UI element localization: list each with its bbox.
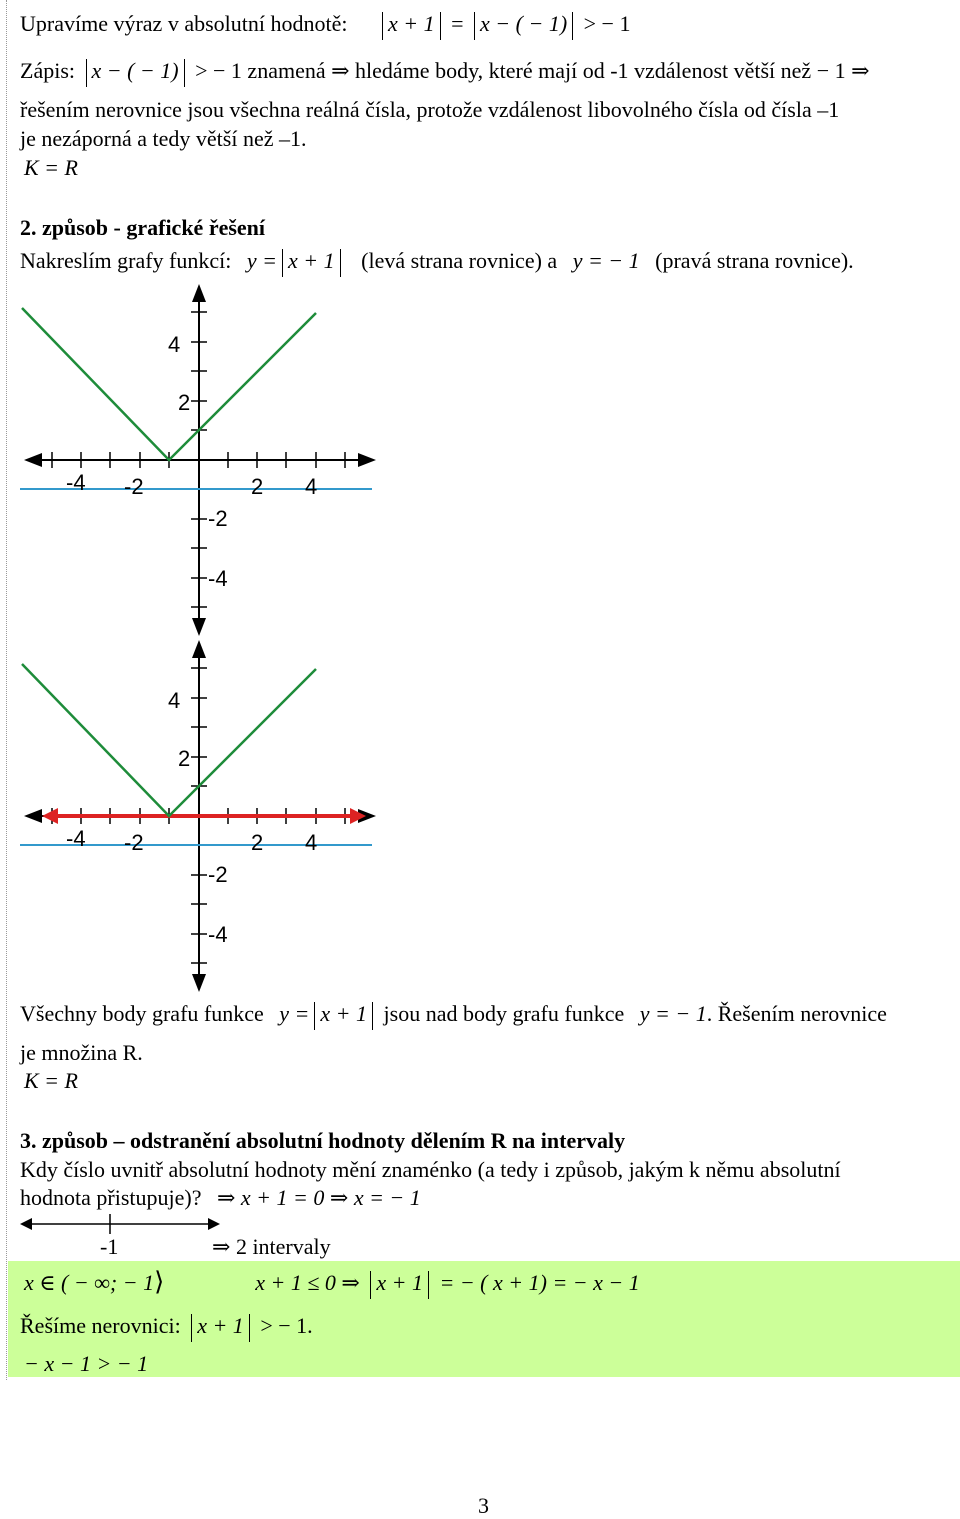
case-interval: x ∈ ( − ∞; − 1 bbox=[24, 1270, 155, 1295]
y-tick-label-2: 2 bbox=[178, 390, 191, 415]
abs-expression: x + 1 bbox=[320, 1001, 368, 1026]
x-tick-label-2: 2 bbox=[251, 830, 264, 855]
number-line-arrow-left bbox=[20, 1218, 32, 1230]
intro-text: Nakreslím grafy funkcí: bbox=[20, 248, 232, 273]
case-simplification: = − ( x + 1) = − x − 1 bbox=[439, 1270, 640, 1295]
inequality-rhs: > − 1 bbox=[583, 11, 631, 36]
implies-icon: ⇒ bbox=[216, 1185, 236, 1210]
page-margin-line bbox=[6, 0, 7, 1380]
graph-abs-x-plus-1 bbox=[22, 664, 316, 816]
implies-icon: ⇒ bbox=[212, 1234, 231, 1259]
x-tick-label-neg2: -2 bbox=[124, 474, 144, 499]
x-axis-arrow-left bbox=[24, 453, 42, 467]
explanation-text: hledáme body, které mají od -1 vzdálenost větší než bbox=[355, 58, 812, 83]
intervals-note bbox=[212, 1233, 331, 1261]
conclusion-text-b: jsou nad body grafu funkce bbox=[383, 1001, 625, 1026]
implies-icon: ⇒ bbox=[341, 1270, 360, 1295]
equation-result: x = − 1 bbox=[353, 1185, 421, 1210]
graph-1 bbox=[20, 280, 390, 640]
implies-icon: ⇒ bbox=[851, 58, 870, 83]
y-equals: y = bbox=[279, 1001, 310, 1026]
section2-heading: 2. způsob - grafické řešení bbox=[20, 215, 266, 240]
y-tick-label-4: 4 bbox=[168, 688, 181, 713]
abs-expression: x − ( − 1) bbox=[91, 58, 179, 83]
interval-bracket: ⟩ bbox=[154, 1267, 165, 1296]
y-equals-neg-one: y = − 1 bbox=[572, 248, 640, 273]
x-tick-label-4: 4 bbox=[305, 474, 318, 499]
intervals-text: 2 intervaly bbox=[235, 1234, 331, 1259]
solution-arrow-left bbox=[42, 808, 58, 824]
x-tick-label-neg4: -4 bbox=[66, 826, 86, 851]
section1-line2 bbox=[20, 57, 870, 87]
x-axis-arrow-right bbox=[358, 453, 376, 467]
section2-conclusion bbox=[20, 1000, 887, 1030]
y-tick-label-4: 4 bbox=[168, 332, 181, 357]
y-tick-label-2: 2 bbox=[178, 746, 191, 771]
neg-one: − 1 bbox=[816, 58, 846, 83]
equals-sign: = bbox=[451, 11, 464, 36]
abs-expression-a: x + 1 bbox=[387, 11, 435, 36]
x-tick-label-neg2: -2 bbox=[124, 830, 144, 855]
y-axis-arrow-up bbox=[192, 640, 206, 658]
equation: x + 1 = 0 bbox=[240, 1185, 325, 1210]
question-text: hodnota přistupuje)? bbox=[20, 1185, 202, 1210]
x-tick-label-4: 4 bbox=[305, 830, 318, 855]
conclusion-text-a: Všechny body grafu funkce bbox=[20, 1001, 264, 1026]
section3-line1: Kdy číslo uvnitř absolutní hodnoty mění znaménko (a tedy i způsob, jakým k němu absolutní bbox=[20, 1157, 841, 1182]
solve-inequality: > − 1. bbox=[260, 1313, 313, 1338]
inequality-text: > − 1 znamená bbox=[195, 58, 326, 83]
graph-2 bbox=[20, 636, 390, 996]
y-axis-arrow-down bbox=[192, 618, 206, 636]
y-axis-arrow-up bbox=[192, 284, 206, 302]
y-equals-neg-one: y = − 1 bbox=[639, 1001, 707, 1026]
conclusion-text-c: . Řešením nerovnice bbox=[706, 1001, 887, 1026]
solve-label: Řešíme nerovnici: bbox=[20, 1313, 181, 1338]
case-condition: x + 1 ≤ 0 bbox=[255, 1270, 336, 1295]
section2-conclusion-line2: je množina R. bbox=[20, 1040, 143, 1065]
y-axis-arrow-down bbox=[192, 974, 206, 992]
last-line: − x − 1 > − 1 bbox=[24, 1351, 149, 1376]
y-tick-label-neg4: -4 bbox=[208, 922, 228, 947]
section1-result: K = R bbox=[24, 155, 78, 180]
abs-expression: x + 1 bbox=[376, 1270, 423, 1295]
abs-expression: x + 1 bbox=[288, 248, 335, 273]
y-tick-label-neg2: -2 bbox=[208, 506, 228, 531]
abs-expression: x + 1 bbox=[197, 1313, 244, 1338]
y-tick-label-neg2: -2 bbox=[208, 862, 228, 887]
case-line bbox=[24, 1268, 640, 1299]
section2-result: K = R bbox=[24, 1068, 78, 1093]
graph-abs-x-plus-1 bbox=[22, 308, 316, 460]
section1-line3: řešením nerovnice jsou všechna reálná čísla, protože vzdálenost libovolného čísla od čísla –1 bbox=[20, 97, 840, 122]
x-tick-label-neg4: -4 bbox=[66, 470, 86, 495]
number-line-label: -1 bbox=[100, 1234, 119, 1259]
section3-line2 bbox=[20, 1184, 421, 1212]
zapis-label: Zápis: bbox=[20, 58, 75, 83]
implies-icon: ⇒ bbox=[331, 58, 350, 83]
intro-text: Upravíme výraz v absolutní hodnotě: bbox=[20, 11, 348, 36]
number-line-arrow-right bbox=[208, 1218, 220, 1230]
x-tick-label-2: 2 bbox=[251, 474, 264, 499]
implies-icon: ⇒ bbox=[329, 1185, 349, 1210]
solve-line bbox=[20, 1312, 313, 1342]
x-axis-arrow-left bbox=[24, 809, 42, 823]
section2-intro bbox=[20, 247, 854, 277]
section1-line4: je nezáporná a tedy větší než –1. bbox=[20, 126, 307, 151]
number-line bbox=[20, 1212, 220, 1252]
intro-end-text: (pravá strana rovnice). bbox=[655, 248, 854, 273]
page-number: 3 bbox=[478, 1493, 489, 1518]
y-tick-label-neg4: -4 bbox=[208, 566, 228, 591]
section1-line1 bbox=[20, 10, 630, 40]
abs-expression-b: x − ( − 1) bbox=[480, 11, 568, 36]
y-equals: y = bbox=[246, 248, 277, 273]
intro-middle-text: (levá strana rovnice) a bbox=[361, 248, 558, 273]
section3-heading: 3. způsob – odstranění absolutní hodnoty dělením R na intervaly bbox=[20, 1128, 626, 1153]
